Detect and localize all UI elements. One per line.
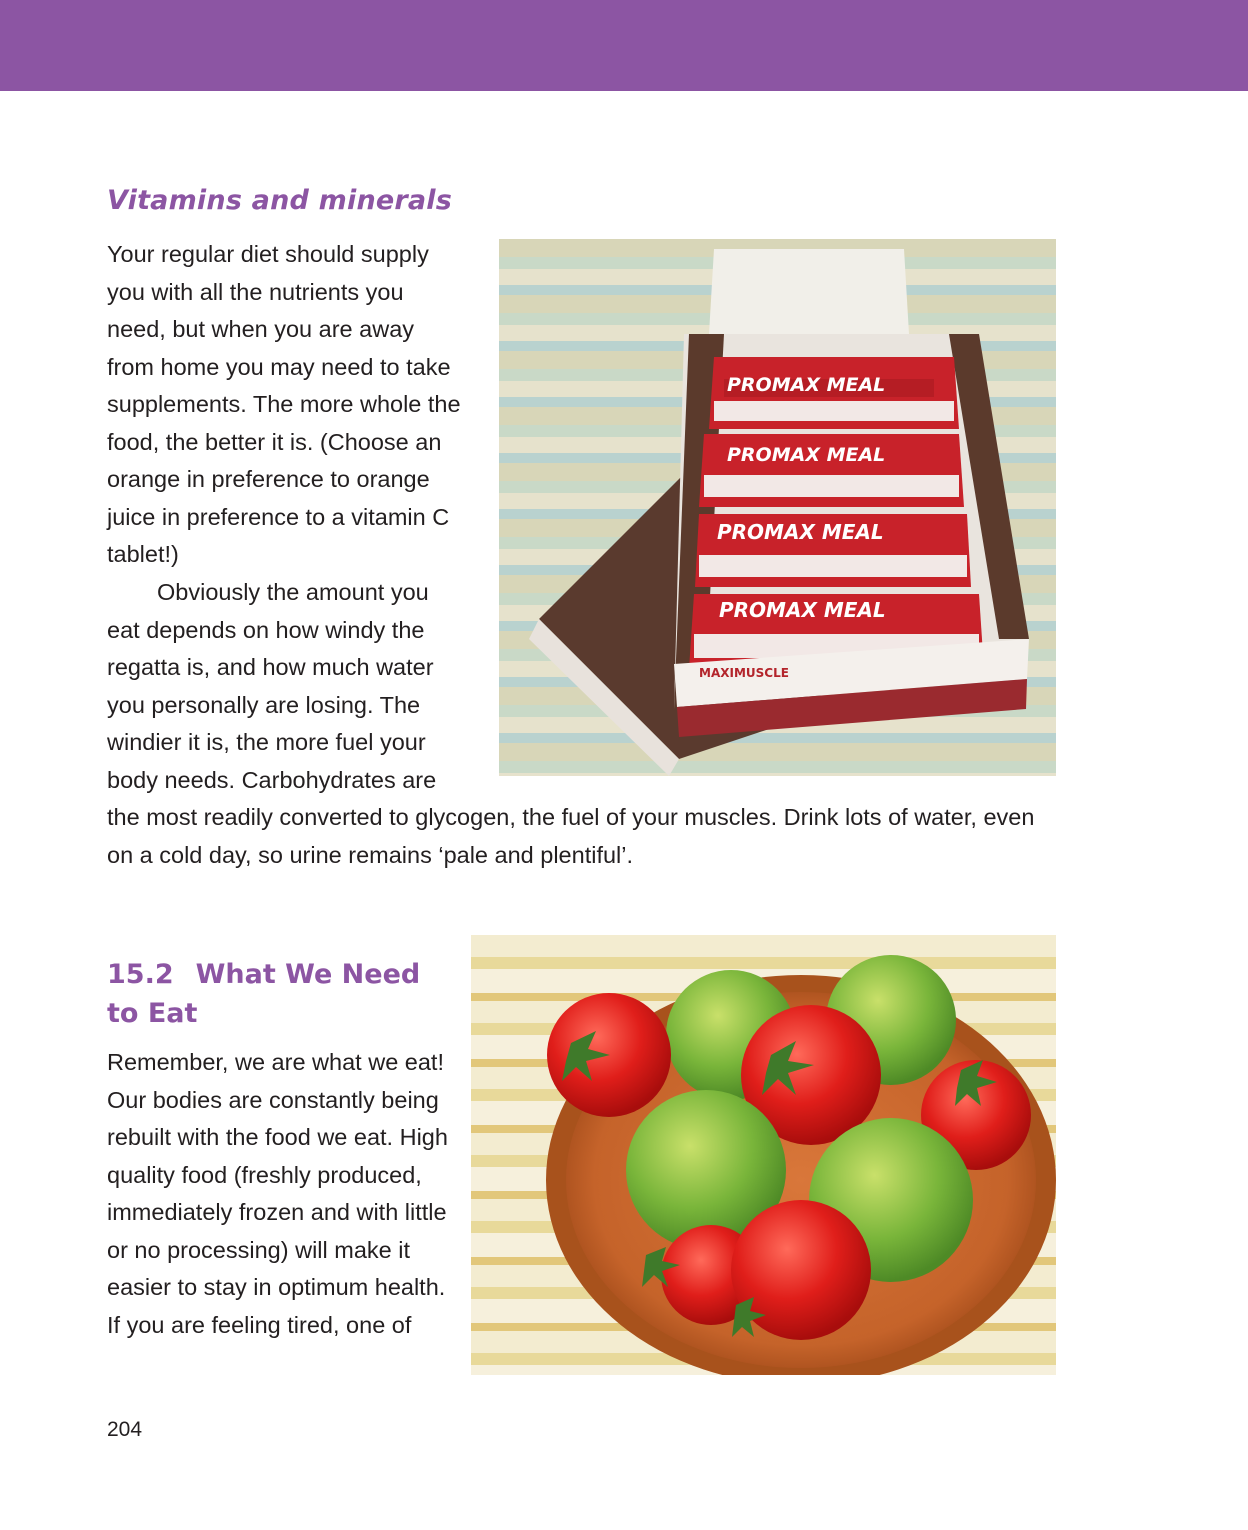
section-heading-vitamins: Vitamins and minerals bbox=[107, 185, 453, 216]
bar-2 bbox=[699, 434, 964, 507]
paragraph-supplements: Your regular diet should supply you with all the nutrients you need, but when you are away from home you may need to take supplements. The more whole the food, the better it is. (Choose an orange in preference to orange juice in preference to a vitamin C tablet!) bbox=[107, 241, 461, 567]
bar-1 bbox=[709, 357, 959, 429]
header-bar bbox=[0, 0, 1248, 91]
paragraph-glycogen: the most readily converted to glycogen, the fuel of your muscles. Drink lots of water, even on a cold day, so urine remains ‘pale and plentiful’. bbox=[107, 804, 1035, 868]
box-lid bbox=[709, 249, 909, 334]
fruit-bowl-photo bbox=[471, 935, 1056, 1375]
paragraph-we-are-what-we-eat: Remember, we are what we eat! Our bodies are constantly being rebuilt with the food we eat. High quality food (freshly produced, immediately frozen and with little or no processing) will make it easier to stay in optimum health. If you are feeling tired, one of bbox=[107, 1049, 448, 1338]
svg-text:MAXIMUSCLE: MAXIMUSCLE bbox=[699, 666, 789, 680]
svg-text:PROMAX MEAL: PROMAX MEAL bbox=[717, 520, 884, 544]
page-number: 204 bbox=[107, 1418, 143, 1441]
svg-text:PROMAX MEAL: PROMAX MEAL bbox=[727, 374, 886, 396]
section-heading-what-we-need-to-eat bbox=[107, 955, 447, 1033]
section-title: What We Need to Eat bbox=[107, 959, 421, 1029]
svg-text:PROMAX MEAL: PROMAX MEAL bbox=[727, 444, 886, 466]
section-number: 15.2 bbox=[107, 959, 174, 990]
paragraph-windy: Obviously the amount you eat depends on how windy the regatta is, and how much water you personally are losing. The windier it is, the more fuel your body needs. Carbohydrates are bbox=[107, 579, 437, 793]
svg-text:PROMAX MEAL: PROMAX MEAL bbox=[719, 598, 886, 622]
bar-3 bbox=[695, 514, 971, 587]
protein-bars-photo bbox=[499, 239, 1056, 776]
